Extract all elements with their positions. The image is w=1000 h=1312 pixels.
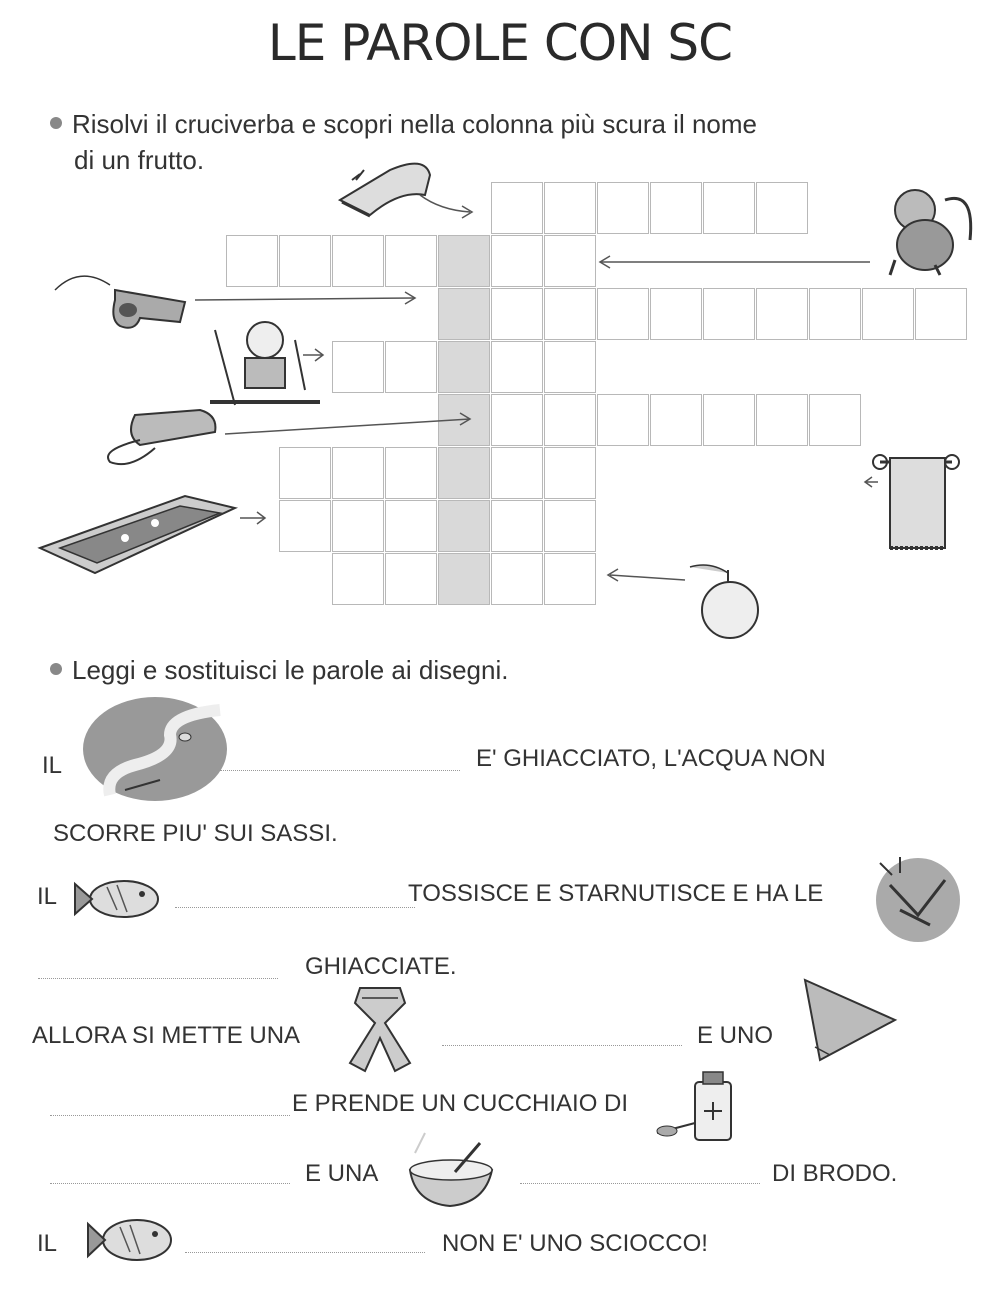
story-line7-start: E UNA	[305, 1160, 379, 1187]
story-line2: SCORRE PIU' SUI SASSI.	[53, 820, 338, 847]
story-line5-end: E UNO	[697, 1022, 774, 1049]
fish-icon	[85, 1212, 175, 1272]
whistle-icon	[50, 260, 200, 335]
answer-blank-3[interactable]	[38, 978, 278, 979]
crossword-instruction-line2: di un frutto.	[74, 145, 205, 175]
story-line4: GHIACCIATE.	[305, 953, 457, 980]
scarf-icon	[330, 150, 480, 230]
handkerchief-icon	[800, 975, 900, 1065]
fish-icon	[72, 872, 162, 927]
answer-blank-7[interactable]	[520, 1183, 760, 1184]
story-line1-start: IL	[42, 752, 63, 779]
fill-instruction	[50, 652, 508, 688]
apple-icon	[600, 555, 770, 645]
towel-icon	[860, 450, 970, 560]
soup-bowl-icon	[405, 1128, 497, 1213]
answer-blank-2[interactable]	[175, 907, 415, 908]
story-line3-start: IL	[37, 883, 58, 910]
monkey-icon	[875, 180, 985, 280]
story-line5-start: ALLORA SI METTE UNA	[32, 1022, 301, 1049]
answer-blank-5[interactable]	[50, 1115, 290, 1116]
swimming-pool-icon	[35, 488, 275, 588]
scarf-icon	[340, 983, 420, 1073]
story-line7-end: DI BRODO.	[772, 1160, 898, 1187]
page-title: LE PAROLE CON SC	[267, 14, 733, 72]
answer-blank-6[interactable]	[50, 1183, 290, 1184]
rubber-eraser-icon	[100, 400, 230, 475]
crossword-instruction-line1: Risolvi il cruciverba e scopri nella colonna più scura il nome	[72, 109, 757, 139]
story-line6: E PRENDE UN CUCCHIAIO DI	[292, 1090, 629, 1117]
story-line3-end: TOSSISCE E STARNUTISCE E HA LE	[408, 880, 824, 907]
river-icon	[80, 695, 230, 803]
answer-blank-8[interactable]	[185, 1252, 425, 1253]
bullet-icon	[50, 663, 62, 675]
fill-instruction-text: Leggi e sostituisci le parole ai disegni.	[72, 655, 509, 685]
medicine-syrup-icon	[655, 1068, 740, 1146]
answer-blank-1[interactable]	[220, 770, 460, 771]
hand-icon	[870, 855, 965, 945]
answer-blank-4[interactable]	[442, 1045, 682, 1046]
story-line8-end: NON E' UNO SCIOCCO!	[442, 1230, 708, 1257]
story-line8-start: IL	[37, 1230, 58, 1257]
story-line1-end: E' GHIACCIATO, L'ACQUA NON	[476, 745, 826, 772]
